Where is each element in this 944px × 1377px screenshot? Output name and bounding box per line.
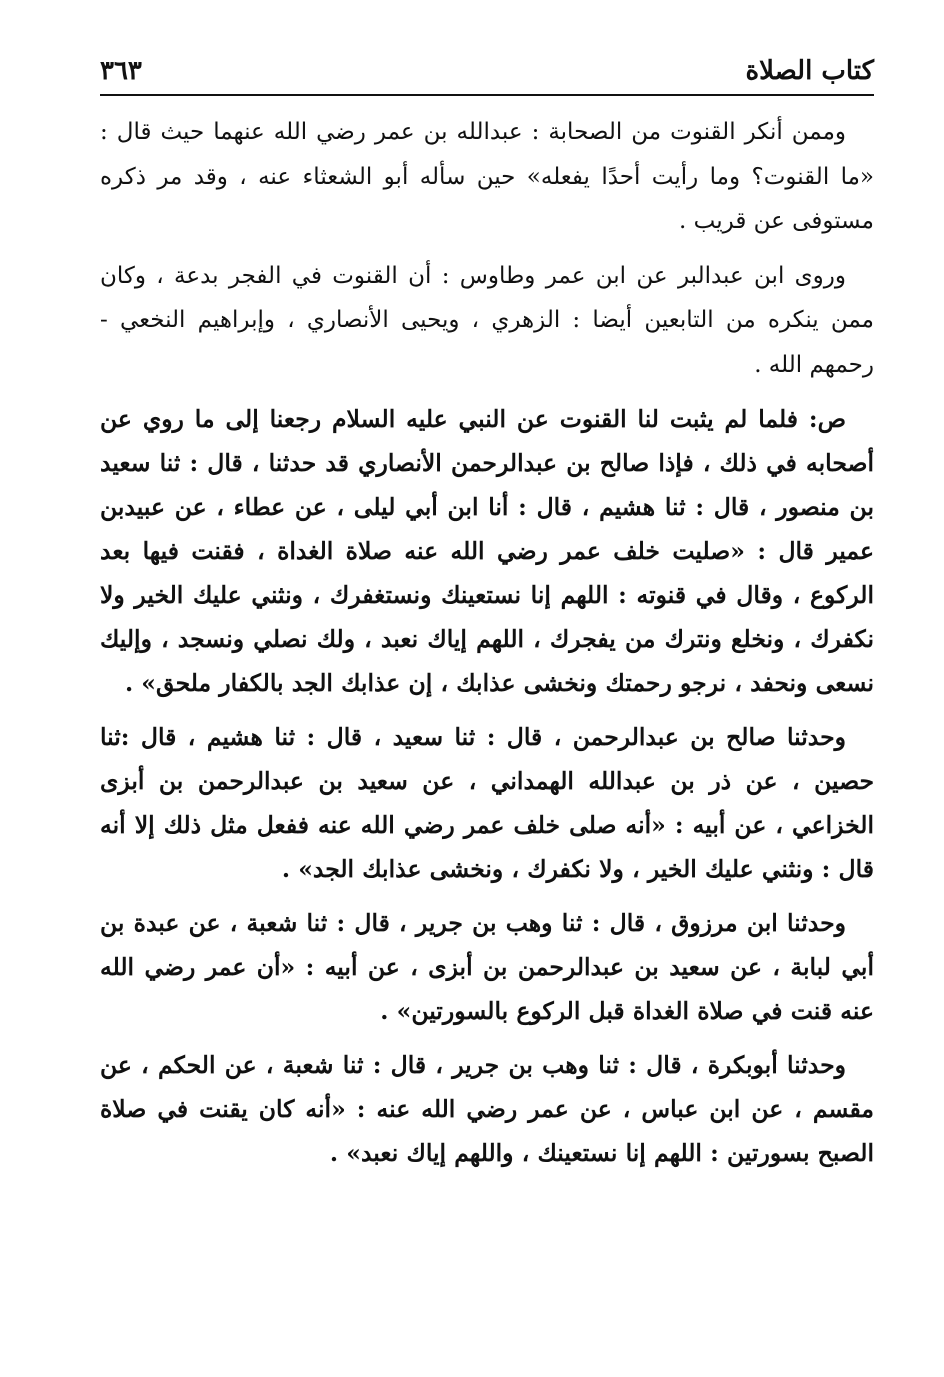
paragraph-4: وحدثنا صالح بن عبدالرحمن ، قال : ثنا سعيد ، قال : ثنا هشيم ، قال :ثنا حصين ، عن ذر بن عبدالله الهمداني ، عن سعيد بن عبدالرحمن بن أبزى الخزاعي ، عن أبيه : «أنه صلى خلف عمر رضي الله عنه ففعل مثل ذلك إلا أنه قال : ونثني عليك الخير ، ولا نكفرك ، ونخشى عذابك الجد» . [100,723,874,883]
page-body [100,110,874,1175]
paragraph-1: وممن أنكر القنوت من الصحابة : عبدالله بن عمر رضي الله عنهما حيث قال : «ما القنوت؟ وما رأيت أحدًا يفعله» حين سأله أبو الشعثاء عنه ، وقد مر ذكره مستوفى عن قريب . [100,119,874,234]
page-number: ٣٦٣ [100,56,142,86]
book-title: كتاب الصلاة [745,56,874,86]
header-divider [100,94,874,96]
paragraph-3: ص: فلما لم يثبت لنا القنوت عن النبي عليه السلام رجعنا إلى ما روي عن أصحابه في ذلك ، فإذا صالح بن عبدالرحمن الأنصاري قد حدثنا ، قال : ثنا سعيد بن منصور ، قال : ثنا هشيم ، قال : أنا ابن أبي ليلى ، عن عطاء ، عن عبيدبن عمير قال : «صليت خلف عمر رضي الله عنه صلاة الغداة ، فقنت فيها بعد الركوع ، وقال في قنوته : اللهم إنا نستعينك ونستغفرك ، ونثني عليك الخير ولا نكفرك ، ونخلع ونترك من يفجرك ، اللهم إياك نعبد ، ولك نصلي ونسجد ، وإليك نسعى ونحفد ، نرجو رحمتك ونخشى عذابك ، إن عذابك الجد بالكفار ملحق» . [100,405,874,697]
paragraph-6: وحدثنا أبوبكرة ، قال : ثنا وهب بن جرير ، قال : ثنا شعبة ، عن الحكم ، عن مقسم ، عن ابن عباس ، عن عمر رضي الله عنه : «أنه كان يقنت في صلاة الصبح بسورتين : اللهم إنا نستعينك ، واللهم إياك نعبد» . [100,1051,874,1167]
paragraph-5: وحدثنا ابن مرزوق ، قال : ثنا وهب بن جرير ، قال : ثنا شعبة ، عن عبدة بن أبي لبابة ، عن سعيد بن عبدالرحمن بن أبزى ، عن أبيه : «أن عمر رضي الله عنه قنت في صلاة الغداة قبل الركوع بالسورتين» . [100,909,874,1025]
page-header [100,36,874,86]
paragraph-2: وروى ابن عبدالبر عن ابن عمر وطاوس : أن القنوت في الفجر بدعة ، وكان ممن ينكره من التابعين أيضا : الزهري ، ويحيى الأنصاري ، وإبراهيم النخعي - رحمهم الله . [100,262,874,378]
